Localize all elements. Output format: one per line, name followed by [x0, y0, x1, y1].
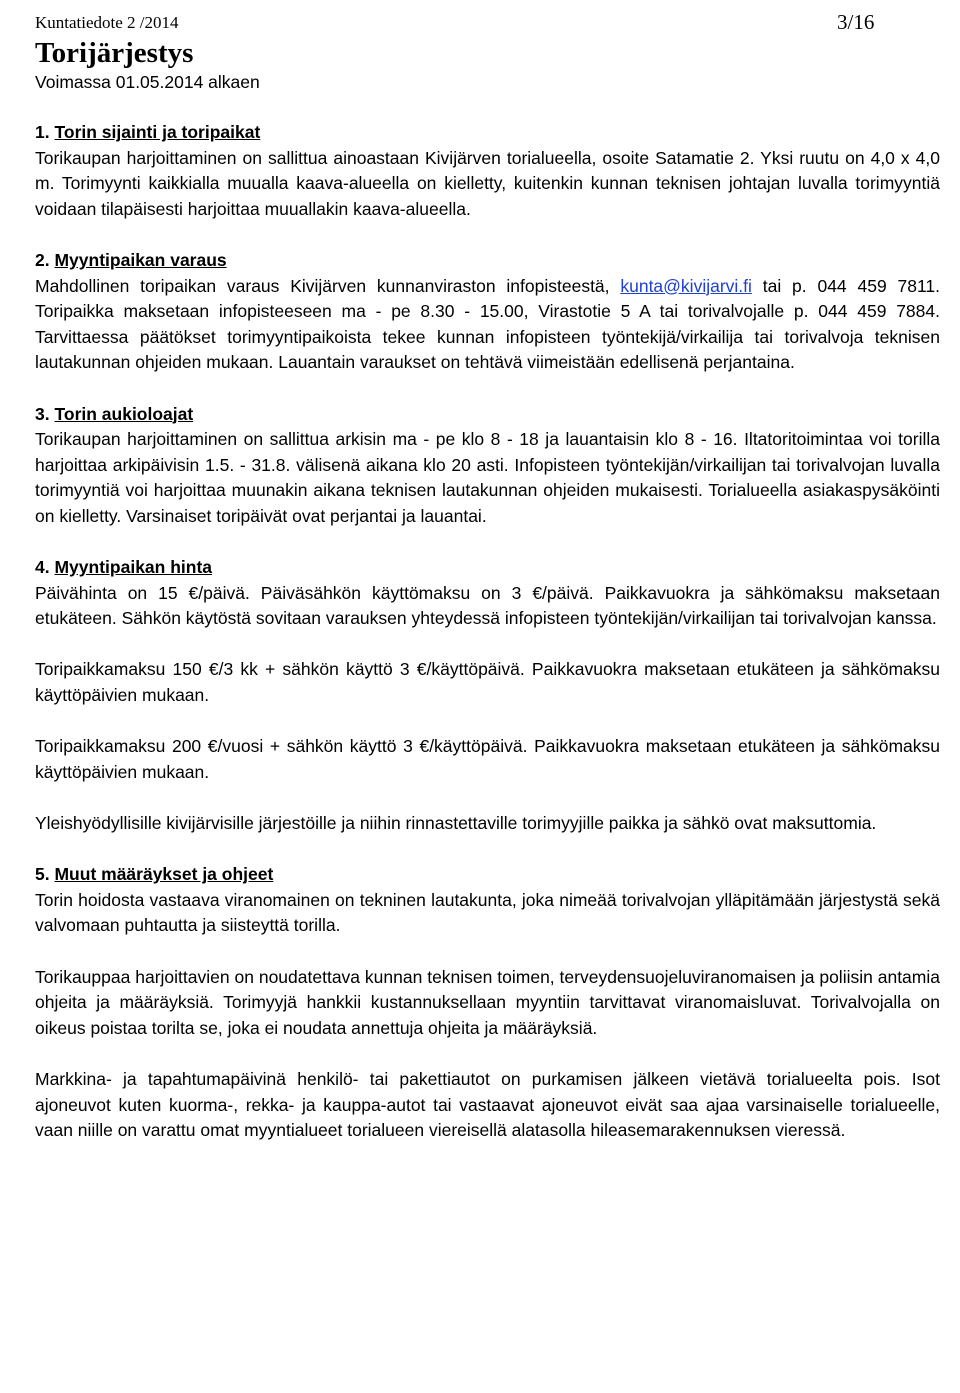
paragraph: Toripaikkamaksu 200 €/vuosi + sähkön käyttö 3 €/käyttöpäivä. Paikkavuokra maksetaan etukäteen ja sähkömaksu käyttöpäivien mukaan.: [35, 736, 940, 782]
document-page: [35, 0, 940, 1144]
section-title: Torin aukioloajat: [54, 403, 194, 424]
section-location: [35, 120, 940, 222]
section-number: 1.: [35, 122, 50, 142]
text-after-email: tai p. 044 459 7811. Toripaikka maksetaan infopisteeseen ma - pe 8.30 - 15.00, Virastotie 5 A tai torivalvojalle p. 044 459 7884. Tarvittaessa päätökset torimyyntipaikoista tekee kunnan infopisteen työntekijä/virkailija tai torivalvoja teknisen lautakunnan ohjeiden mukaan. Lauantain varaukset on tehtävä viimeistään edellisenä perjantaina.: [35, 275, 940, 373]
section-heading: [35, 248, 940, 274]
paragraph: [35, 274, 940, 376]
paragraph: Markkina- ja tapahtumapäivinä henkilö- tai pakettiautot on purkamisen jälkeen vietävä torialueelta pois. Isot ajoneuvot kuten kuorma-, rekka- ja kauppa-autot tai vastaavat ajoneuvot eivät saa ajaa varsinaiselle torialueelle, vaan niille on varattu omat myyntialueet torialueen viereisellä alatasolla hileasemarakennuksen vieressä.: [35, 1068, 940, 1141]
section-title: Myyntipaikan varaus: [54, 249, 227, 270]
section-number: 5.: [35, 864, 50, 885]
paragraph: Yleishyödyllisille kivijärvisille järjestöille ja niihin rinnastettaville torimyyjille paikka ja sähkö ovat maksuttomia.: [35, 813, 877, 834]
section-title: Myyntipaikan hinta: [54, 557, 213, 578]
section-title: Torin sijainti ja toripaikat: [54, 122, 261, 142]
document-title: Torijärjestys: [35, 37, 194, 69]
section-number: 2.: [35, 249, 50, 270]
paragraph: Torin hoidosta vastaava viranomainen on tekninen lautakunta, joka nimeää torivalvojan ylläpitämään järjestystä sekä valvomaan puhtautta ja siisteyttä torilla.: [35, 889, 940, 936]
page-header: [35, 0, 940, 38]
text-before-email: Mahdollinen toripaikan varaus Kivijärven kunnanviraston infopisteestä,: [35, 275, 610, 296]
paragraph: Toripaikkamaksu 150 €/3 kk + sähkön käyttö 3 €/käyttöpäivä. Paikkavuokra maksetaan etukäteen ja sähkömaksu käyttöpäivien mukaan.: [35, 659, 940, 706]
section-heading: [35, 120, 940, 146]
section-title: Muut määräykset ja ohjeet: [54, 864, 274, 885]
section-heading: [35, 402, 940, 428]
page-number: 3/16: [837, 10, 875, 34]
paragraph: Päivähinta on 15 €/päivä. Päiväsähkön käyttömaksu on 3 €/päivä. Paikkavuokra ja sähkömaksu maksetaan etukäteen. Sähkön käytöstä sovitaan varauksen yhteydessä infopisteen työntekijän/virkailijan tai torivalvojan kanssa.: [35, 582, 940, 629]
section-heading: [35, 555, 940, 581]
email-link[interactable]: kunta@kivijarvi.fi: [620, 275, 752, 296]
paragraph: Torikaupan harjoittaminen on sallittua ainoastaan Kivijärven torialueella, osoite Satamatie 2. Yksi ruutu on 4,0 x 4,0 m. Torimyynti kaikkialla muualla kaava-alueella on kielletty, kuitenkin kunnan teknisen johtajan luvalla torimyyntiä voidaan tilapäisesti harjoittaa muuallakin kaava-alueella.: [35, 147, 940, 219]
section-reservation: [35, 248, 940, 376]
publication-name: Kuntatiedote 2 /2014: [35, 13, 179, 32]
section-other-rules: [35, 862, 940, 1144]
validity-date: Voimassa 01.05.2014 alkaen: [35, 72, 260, 92]
section-pricing: [35, 555, 940, 837]
paragraph: Torikaupan harjoittaminen on sallittua arkisin ma - pe klo 8 - 18 ja lauantaisin klo 8 - 16. Iltatoritoimintaa voi torilla harjoittaa arkipäivisin 1.5. - 31.8. välisenä aikana klo 20 asti. Infopisteen työntekijän/virkailijan tai torivalvojan luvalla torimyyntiä voi harjoittaa muunakin aikana teknisen lautakunnan ohjeiden mukaisesti. Torialueella asiakaspysäköinti on kielletty. Varsinaiset toripäivät ovat perjantai ja lauantai.: [35, 429, 940, 526]
section-heading: [35, 862, 940, 888]
section-opening-hours: [35, 402, 940, 530]
section-number: 3.: [35, 403, 50, 424]
section-number: 4.: [35, 557, 50, 578]
paragraph: Torikauppaa harjoittavien on noudatettava kunnan teknisen toimen, terveydensuojeluviranomaisen ja poliisin antamia ohjeita ja määräyksiä. Torimyyjä hankkii kustannuksellaan myyntiin tarvittavat viranomaisluvat. Torivalvojalla on oikeus poistaa torilta se, joka ei noudata annettuja ohjeita ja määräyksiä.: [35, 966, 940, 1038]
